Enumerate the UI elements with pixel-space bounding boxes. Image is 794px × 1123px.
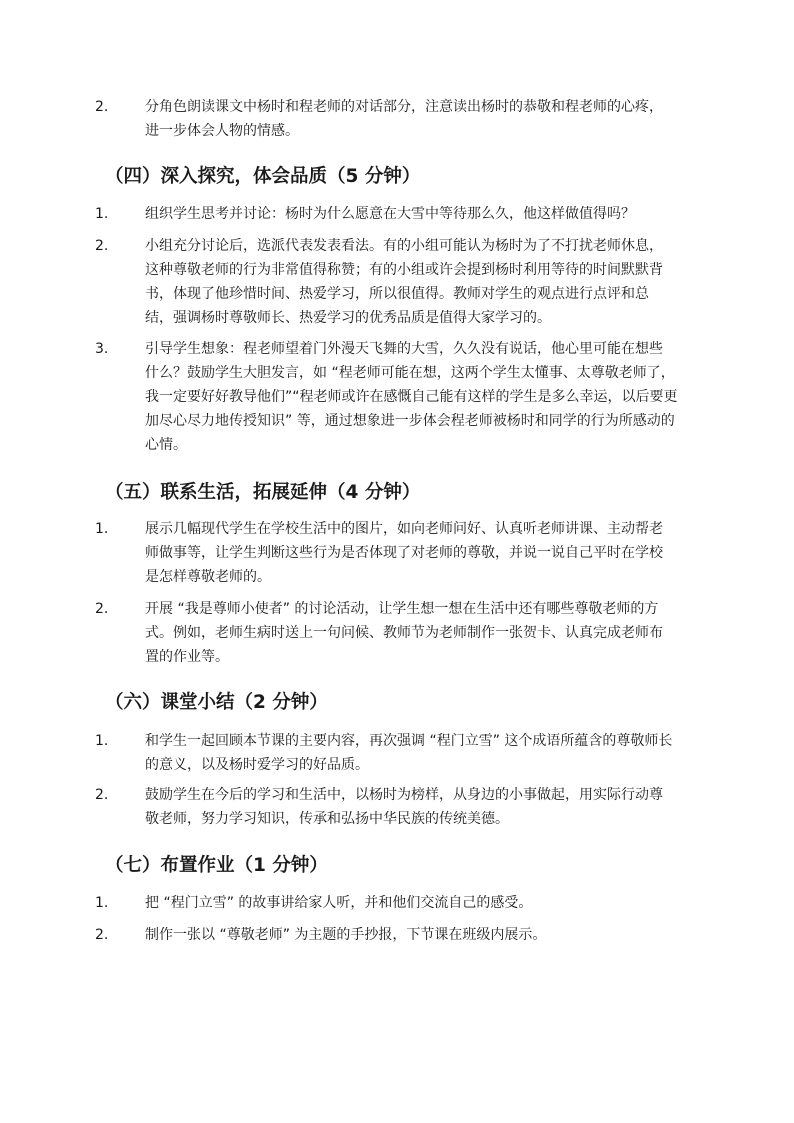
list-item-number: 1. bbox=[95, 521, 109, 537]
text-line: 和学生一起回顾本节课的主要内容，再次强调 “程门立雪” 这个成语所蕴含的尊敬师长 bbox=[145, 733, 673, 749]
text-line: 这种尊敬老师的行为非常值得称赞；有的小组或许会提到杨时利用等待的时间默默背 bbox=[145, 262, 663, 278]
text-line: 进一步体会人物的情感。 bbox=[145, 123, 299, 139]
text-line: 置的作业等。 bbox=[145, 649, 229, 665]
section-heading-6: （六）课堂小结（2 分钟） bbox=[105, 692, 328, 713]
list-item-text bbox=[145, 95, 703, 143]
list-item-number: 1. bbox=[95, 206, 109, 222]
section-heading-5: （五）联系生活，拓展延伸（4 分钟） bbox=[105, 482, 421, 503]
list-item-text bbox=[145, 517, 703, 589]
list-item-number: 2. bbox=[95, 238, 109, 254]
text-line: 师做事等，让学生判断这些行为是否体现了对老师的尊敬，并说一说自己平时在学校 bbox=[145, 545, 663, 561]
text-line: 是怎样尊敬老师的。 bbox=[145, 569, 271, 585]
list-item-number: 3. bbox=[95, 341, 109, 357]
text-line: 心情。 bbox=[145, 437, 187, 453]
list-item-text bbox=[145, 337, 703, 457]
text-line: 的意义，以及杨时爱学习的好品质。 bbox=[145, 757, 369, 773]
text-line: 鼓励学生在今后的学习和生活中，以杨时为榜样，从身边的小事做起，用实际行动尊 bbox=[145, 787, 663, 803]
list-item-number: 2. bbox=[95, 927, 109, 943]
text-line: 小组充分讨论后，选派代表发表看法。有的小组可能认为杨时为了不打扰老师休息， bbox=[145, 238, 663, 254]
list-item-number: 1. bbox=[95, 733, 109, 749]
list-item-number: 2. bbox=[95, 787, 109, 803]
list-item-text bbox=[145, 202, 703, 226]
section-heading-7: （七）布置作业（1 分钟） bbox=[105, 855, 328, 876]
list-item-number: 2. bbox=[95, 601, 109, 617]
list-item-text bbox=[145, 234, 703, 330]
text-line: 结，强调杨时尊敬师长、热爱学习的优秀品质是值得大家学习的。 bbox=[145, 310, 551, 326]
text-line: 分角色朗读课文中杨时和程老师的对话部分，注意读出杨时的恭敬和程老师的心疼， bbox=[145, 99, 663, 115]
text-line: 把 “程门立雪” 的故事讲给家人听，并和他们交流自己的感受。 bbox=[145, 895, 533, 911]
text-line: 我一定要好好教导他们”“程老师或许在感慨自己能有这样的学生是多么幸运，以后要更 bbox=[145, 389, 678, 405]
section-heading-4: （四）深入探究，体会品质（5 分钟） bbox=[105, 166, 421, 187]
list-item-text bbox=[145, 729, 703, 777]
list-item-text bbox=[145, 783, 703, 831]
text-line: 加尽心尽力地传授知识” 等，通过想象进一步体会程老师被杨时和同学的行为所感动的 bbox=[145, 413, 675, 429]
text-line: 式。例如，老师生病时送上一句问候、教师节为老师制作一张贺卡、认真完成老师布 bbox=[145, 625, 663, 641]
text-line: 展示几幅现代学生在学校生活中的图片，如向老师问好、认真听老师讲课、主动帮老 bbox=[145, 521, 663, 537]
list-item-text bbox=[145, 923, 703, 947]
text-line: 制作一张以 “尊敬老师” 为主题的手抄报，下节课在班级内展示。 bbox=[145, 927, 547, 943]
text-line: 书，体现了他珍惜时间、热爱学习，所以很值得。教师对学生的观点进行点评和总 bbox=[145, 286, 649, 302]
text-line: 什么？鼓励学生大胆发言，如 “程老师可能在想，这两个学生太懂事、太尊敬老师了， bbox=[145, 365, 675, 381]
text-line: 组织学生思考并讨论：杨时为什么愿意在大雪中等待那么久，他这样做值得吗？ bbox=[145, 206, 635, 222]
text-line: 引导学生想象：程老师望着门外漫天飞舞的大雪，久久没有说话，他心里可能在想些 bbox=[145, 341, 663, 357]
list-item-number: 2. bbox=[95, 99, 109, 115]
text-line: 敬老师，努力学习知识，传承和弘扬中华民族的传统美德。 bbox=[145, 811, 509, 827]
list-item-number: 1. bbox=[95, 895, 109, 911]
text-line: 开展 “我是尊师小使者” 的讨论活动，让学生想一想在生活中还有哪些尊敬老师的方 bbox=[145, 601, 659, 617]
list-item-text bbox=[145, 891, 703, 915]
list-item-text bbox=[145, 597, 703, 669]
